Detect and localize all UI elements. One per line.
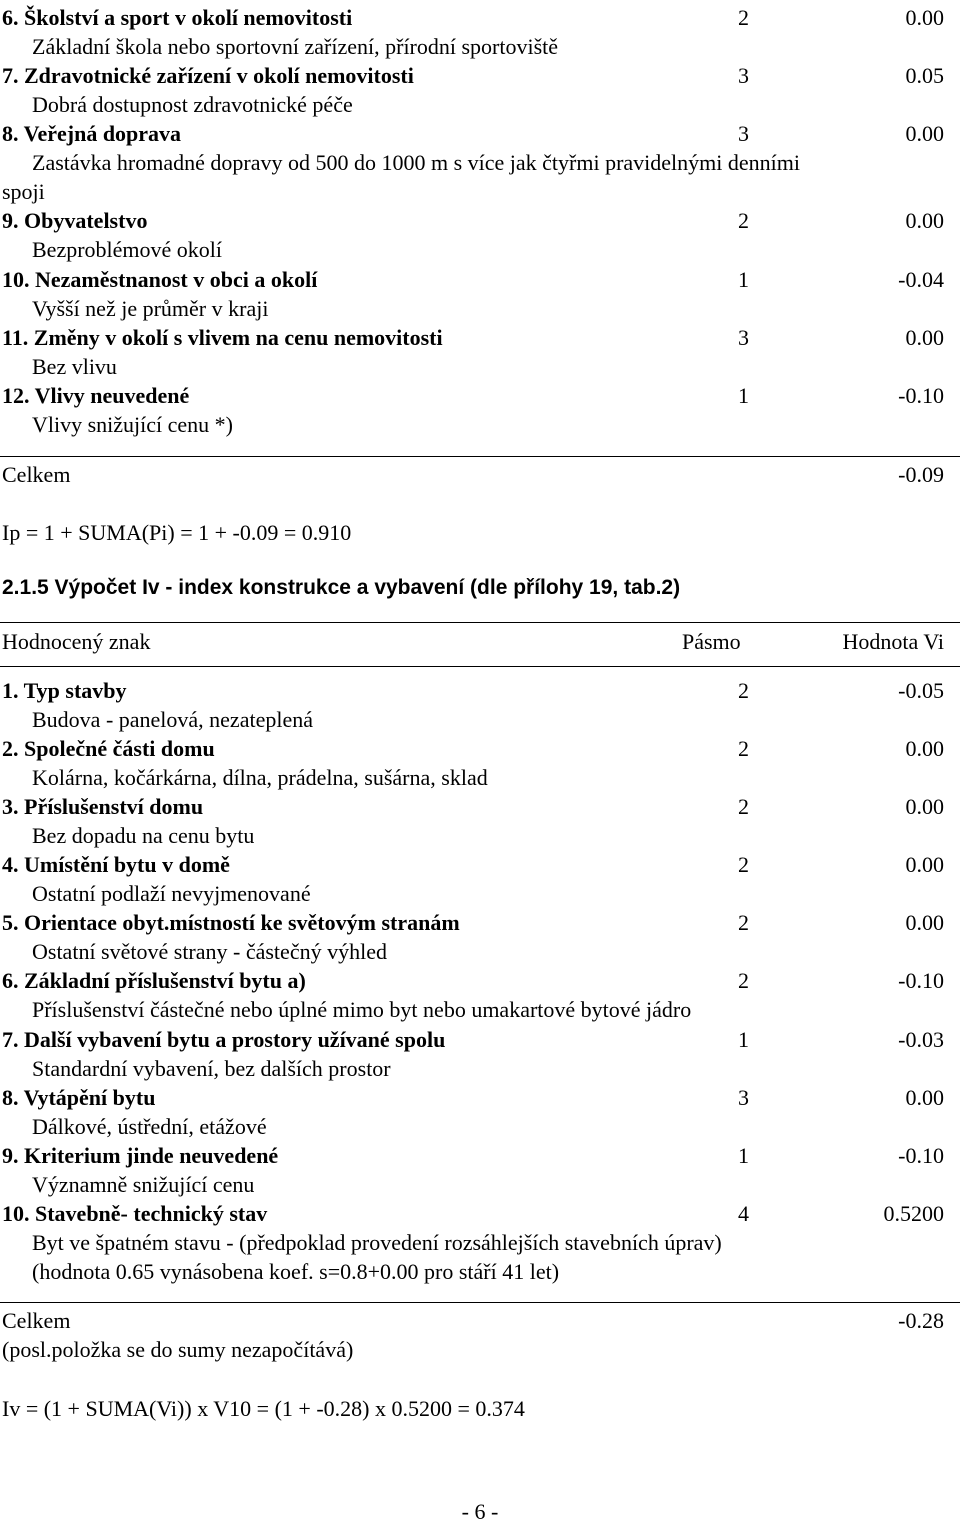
item-title: 7. Zdravotnické zařízení v okolí nemovitosti bbox=[2, 63, 414, 88]
item-pasmo: 3 bbox=[738, 325, 749, 350]
item-row bbox=[2, 381, 944, 410]
item-value: -0.10 bbox=[898, 383, 944, 408]
item-description: Dálkové, ústřední, etážové bbox=[32, 1114, 267, 1139]
total-value: -0.28 bbox=[898, 1308, 944, 1333]
item-pasmo: 3 bbox=[738, 1085, 749, 1110]
item-row bbox=[2, 119, 944, 148]
item-pasmo: 1 bbox=[738, 1027, 749, 1052]
item-pasmo: 2 bbox=[738, 910, 749, 935]
item-title: 3. Příslušenství domu bbox=[2, 794, 204, 819]
item-row bbox=[2, 1141, 944, 1170]
item-value: -0.10 bbox=[898, 1143, 944, 1168]
item-row bbox=[2, 908, 944, 937]
total-row bbox=[2, 1306, 944, 1335]
item-row bbox=[2, 265, 944, 294]
item-description: Bezproblémové okolí bbox=[32, 237, 223, 262]
item-pasmo: 2 bbox=[738, 794, 749, 819]
item-value: -0.05 bbox=[898, 678, 944, 703]
item-description: Zastávka hromadné dopravy od 500 do 1000 m s více jak čtyřmi pravidelnými denními bbox=[32, 150, 800, 175]
item-title: 2. Společné části domu bbox=[2, 736, 215, 761]
item-row bbox=[2, 734, 944, 763]
item-description: Kolárna, kočárkárna, dílna, prádelna, sušárna, sklad bbox=[32, 765, 488, 790]
item-description: Základní škola nebo sportovní zařízení, přírodní sportoviště bbox=[32, 34, 559, 59]
item-description-continued: spoji bbox=[2, 179, 45, 204]
item-title: 11. Změny v okolí s vlivem na cenu nemovitosti bbox=[2, 325, 443, 350]
item-title: 6. Školství a sport v okolí nemovitosti bbox=[2, 5, 353, 30]
item-description: Vyšší než je průměr v kraji bbox=[32, 296, 269, 321]
item-value: -0.04 bbox=[898, 267, 944, 292]
item-value: 0.00 bbox=[905, 325, 944, 350]
total-label: Celkem bbox=[2, 462, 71, 487]
item-pasmo: 4 bbox=[738, 1201, 749, 1226]
item-value: -0.10 bbox=[898, 968, 944, 993]
total-row bbox=[2, 460, 944, 489]
item-title: 4. Umístění bytu v domě bbox=[2, 852, 230, 877]
item-row bbox=[2, 323, 944, 352]
item-pasmo: 3 bbox=[738, 63, 749, 88]
total-note: (posl.položka se do sumy nezapočítává) bbox=[2, 1337, 354, 1362]
item-pasmo: 2 bbox=[738, 968, 749, 993]
item-row bbox=[2, 676, 944, 705]
item-row bbox=[2, 1025, 944, 1054]
item-description: Vlivy snižující cenu *) bbox=[32, 412, 234, 437]
item-row bbox=[2, 1083, 944, 1112]
item-value: 0.05 bbox=[905, 63, 944, 88]
table-header bbox=[2, 627, 944, 656]
item-title: 8. Vytápění bytu bbox=[2, 1085, 156, 1110]
column-header-name: Hodnocený znak bbox=[2, 629, 151, 654]
item-pasmo: 2 bbox=[738, 208, 749, 233]
divider bbox=[0, 622, 960, 623]
item-description: Bez dopadu na cenu bytu bbox=[32, 823, 255, 848]
item-title: 12. Vlivy neuvedené bbox=[2, 383, 190, 408]
item-description: Ostatní světové strany - částečný výhled bbox=[32, 939, 387, 964]
item-pasmo: 1 bbox=[738, 1143, 749, 1168]
formula-ip: Ip = 1 + SUMA(Pi) = 1 + -0.09 = 0.910 bbox=[2, 520, 352, 545]
item-title: 7. Další vybavení bytu a prostory užívané spolu bbox=[2, 1027, 446, 1052]
item-value: 0.00 bbox=[905, 736, 944, 761]
item-value: 0.00 bbox=[905, 5, 944, 30]
item-pasmo: 2 bbox=[738, 5, 749, 30]
item-row bbox=[2, 3, 944, 32]
formula-iv: Iv = (1 + SUMA(Vi)) x V10 = (1 + -0.28) x 0.5200 = 0.374 bbox=[2, 1396, 525, 1421]
item-row bbox=[2, 206, 944, 235]
divider bbox=[0, 666, 960, 667]
item-value: -0.03 bbox=[898, 1027, 944, 1052]
item-row bbox=[2, 61, 944, 90]
divider bbox=[0, 1302, 960, 1303]
item-description: Byt ve špatném stavu - (předpoklad provedení rozsáhlejších stavebních úprav) bbox=[32, 1230, 722, 1255]
item-title: 6. Základní příslušenství bytu a) bbox=[2, 968, 306, 993]
item-row bbox=[2, 850, 944, 879]
item-row bbox=[2, 1199, 944, 1228]
item-description: Významně snižující cenu bbox=[32, 1172, 255, 1197]
item-description: Budova - panelová, nezateplená bbox=[32, 707, 313, 732]
item-description: Příslušenství částečné nebo úplné mimo byt nebo umakartové bytové jádro bbox=[32, 997, 692, 1022]
item-title: 5. Orientace obyt.místností ke světovým stranám bbox=[2, 910, 460, 935]
item-description: Ostatní podlaží nevyjmenované bbox=[32, 881, 311, 906]
item-title: 9. Kriterium jinde neuvedené bbox=[2, 1143, 279, 1168]
item-title: 1. Typ stavby bbox=[2, 678, 127, 703]
item-title: 9. Obyvatelstvo bbox=[2, 208, 148, 233]
item-value: 0.00 bbox=[905, 910, 944, 935]
item-value: 0.00 bbox=[905, 208, 944, 233]
item-description: Bez vlivu bbox=[32, 354, 117, 379]
item-pasmo: 2 bbox=[738, 736, 749, 761]
item-title: 10. Stavebně- technický stav bbox=[2, 1201, 268, 1226]
item-value: 0.00 bbox=[905, 121, 944, 146]
item-value: 0.00 bbox=[905, 794, 944, 819]
total-label: Celkem bbox=[2, 1308, 71, 1333]
page-number: - 6 - bbox=[461, 1499, 499, 1524]
item-value: 0.00 bbox=[905, 1085, 944, 1110]
item-description-continued: (hodnota 0.65 vynásobena koef. s=0.8+0.00 pro stáří 41 let) bbox=[32, 1259, 560, 1284]
total-value: -0.09 bbox=[898, 462, 944, 487]
section-heading: 2.1.5 Výpočet Iv - index konstrukce a vybavení (dle přílohy 19, tab.2) bbox=[2, 576, 681, 599]
column-header-value: Hodnota Vi bbox=[842, 629, 944, 654]
item-pasmo: 2 bbox=[738, 852, 749, 877]
item-description: Dobrá dostupnost zdravotnické péče bbox=[32, 92, 353, 117]
item-pasmo: 3 bbox=[738, 121, 749, 146]
divider bbox=[0, 456, 960, 457]
item-row bbox=[2, 792, 944, 821]
item-row bbox=[2, 966, 944, 995]
item-pasmo: 1 bbox=[738, 383, 749, 408]
item-description: Standardní vybavení, bez dalších prostor bbox=[32, 1056, 391, 1081]
item-value: 0.5200 bbox=[883, 1201, 944, 1226]
item-pasmo: 2 bbox=[738, 678, 749, 703]
item-title: 10. Nezaměstnanost v obci a okolí bbox=[2, 267, 318, 292]
item-title: 8. Veřejná doprava bbox=[2, 121, 182, 146]
item-value: 0.00 bbox=[905, 852, 944, 877]
column-header-pasmo: Pásmo bbox=[682, 629, 741, 654]
item-pasmo: 1 bbox=[738, 267, 749, 292]
